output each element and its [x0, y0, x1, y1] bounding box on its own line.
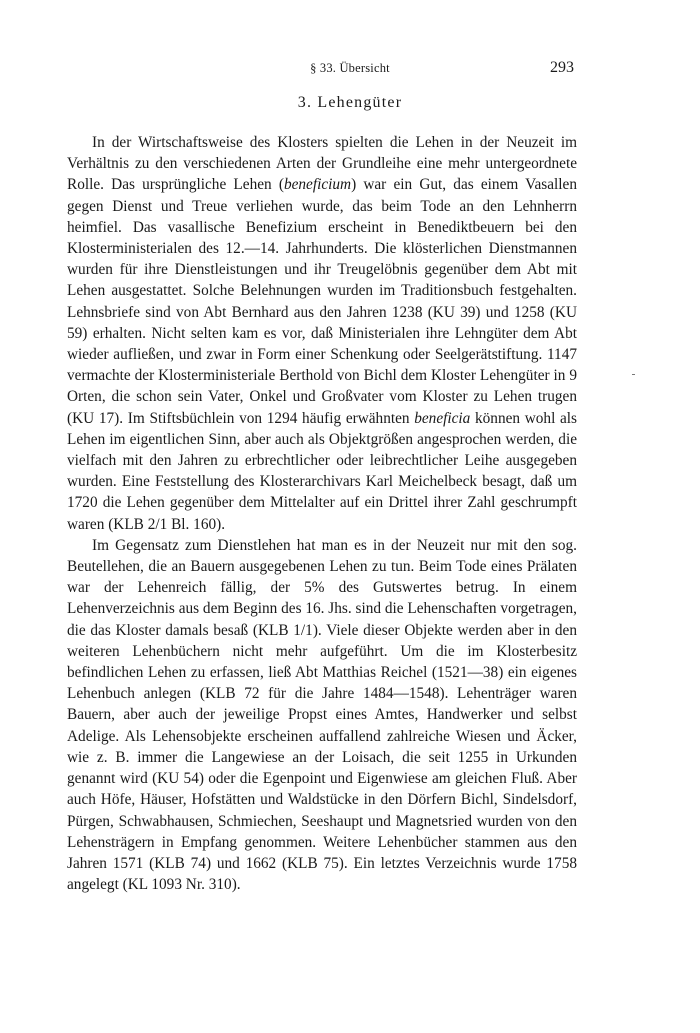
running-head	[0, 59, 700, 79]
paragraph-1-text-a: In der Wirtschaftsweise des Klosters spielten die Lehen in der Neuzeit im Verhältnis zu den verschiedenen Arten der Grundleihe eine mehr untergeordnete Rolle. Das ursprüngliche Lehen (	[67, 134, 577, 194]
body-text	[67, 132, 577, 895]
running-title: § 33. Übersicht	[310, 61, 390, 75]
paragraph-2: Im Gegensatz zum Dienstlehen hat man es in der Neuzeit nur mit den sog. Beutellehen, die an Bauern ausgegebenen Lehen zu tun. Beim Tode eines Prälaten war der Lehenreich fällig, der 5% des Gutswertes betrug. In einem Lehenverzeichnis aus dem Beginn des 16. Jhs. sind die Lehenschaften vorgetragen, die das Kloster damals besaß (KLB 1/1). Viele dieser Objekte werden aber in den weiteren Lehenbüchern nicht mehr aufgeführt. Um die im Klosterbesitz befindlichen Lehen zu erfassen, ließ Abt Matthias Reichel (1521—38) ein eigenes Lehenbuch anlegen (KLB 72 für die Jahre 1484—1548). Lehenträger waren Bauern, aber auch der jeweilige Propst eines Amtes, Handwerker und selbst Adelige. Als Lehensobjekte erscheinen auffallend zahlreiche Wiesen und Äcker, wie z. B. immer die Langewiese an der Loisach, die seit 1255 in Urkunden genannt wird (KU 54) oder die Egenpoint und Eigenwiese am gleichen Fluß. Aber auch Höfe, Häuser, Hofstätten und Waldstücke in den Dörfern Bichl, Sindelsdorf, Pürgen, Schwabhausen, Schmiechen, Seeshaupt und Magnetsried wurden von den Lehensträgern in Empfang genommen. Weitere Lehenbücher stammen aus den Jahren 1571 (KLB 74) und 1662 (KLB 75). Ein letztes Verzeichnis wurde 1758 angelegt (KL 1093 Nr. 310).	[67, 536, 577, 894]
term-beneficium: beneficium	[283, 176, 352, 194]
section-heading: 3. Lehengüter	[297, 94, 403, 111]
margin-mark	[632, 374, 635, 375]
paragraph-1-text-c: können wohl als Lehen im eigentlichen Sinn, aber auch als Objektgrößen angesprochen werden, die vielfach mit den Jahren zu erbrechtlicher oder leibrechtlicher Leihe ausgegeben wurden. Eine Feststellung des Klosterarchivars Karl Meichelbeck besagt, daß um 1720 die Lehen gegenüber dem Mittelalter auf ein Drittel ihrer Zahl geschrumpft waren (KLB 2/1 Bl. 160).	[67, 409, 578, 533]
page-number: 293	[550, 59, 574, 76]
term-beneficia: beneficia	[414, 409, 471, 427]
paragraph-1	[67, 132, 577, 535]
paragraph-1-text-b: ) war ein Gut, das einem Vasallen gegen Dienst und Treue verliehen wurde, das beim Tode an den Lehnherrn heimfiel. Das vasallische Benefizium erscheint in Benediktbeuern bei den Klosterministerialen des 12.—14. Jahrhunderts. Die klösterlichen Dienstmannen wurden für ihre Dienstleistungen und ihr Treugelöbnis gegenüber dem Abt mit Lehen ausgestattet. Solche Belehnungen wurden im Traditionsbuch festgehalten. Lehnsbriefe sind von Abt Bernhard aus den Jahren 1238 (KU 39) und 1258 (KU 59) erhalten. Nicht selten kam es vor, daß Ministerialen ihre Lehngüter dem Abt wieder aufließen, und zwar in Form einer Schenkung oder Seelgerätstiftung. 1147 vermachte der Klosterministeriale Berthold von Bichl dem Kloster Lehengüter in 9 Orten, die schon sein Vater, Onkel und Großvater vom Kloster zu Lehen trugen (KU 17). Im Stiftsbüchlein von 1294 häufig erwähnten	[67, 176, 577, 427]
